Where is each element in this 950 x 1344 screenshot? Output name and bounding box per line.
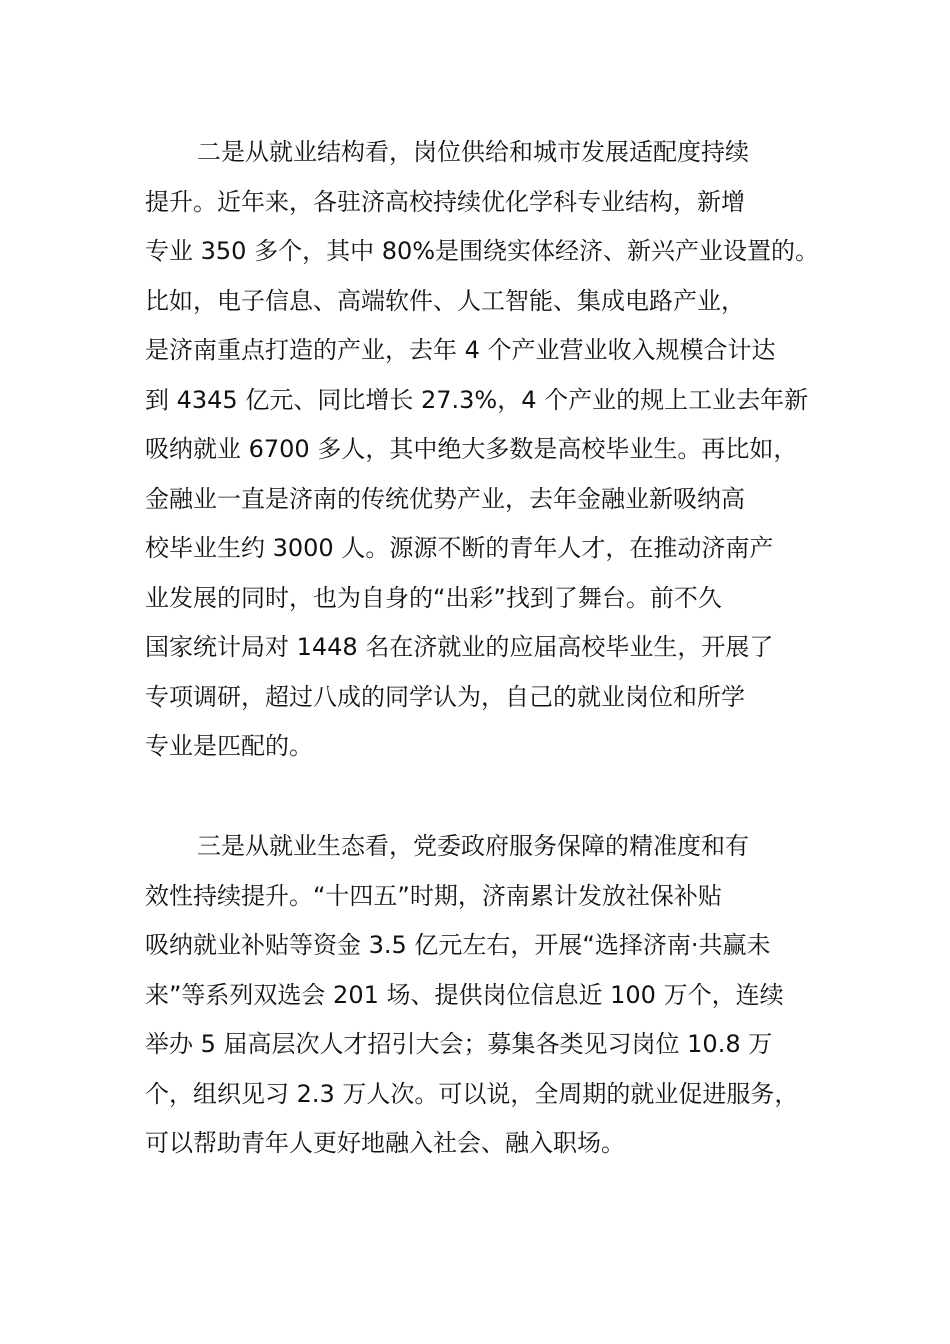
paragraph-line: 提升。近年来，各驻济高校持续优化学科专业结构，新增 [145,187,745,216]
paragraph-line: 金融业一直是济南的传统优势产业，去年金融业新吸纳高 [145,484,745,513]
paragraph-line: 校毕业生约 3000 人。源源不断的青年人才，在推动济南产 [145,534,774,562]
paragraph-employment-ecology [145,822,835,1169]
paragraph-line: 吸纳就业补贴等资金 3.5 亿元左右，开展“选择济南·共赢未 [145,931,771,959]
paragraph-line: 举办 5 届高层次人才招引大会；募集各类见习岗位 10.8 万 [145,1030,773,1058]
paragraph-line: 三是从就业生态看，党委政府服务保障的精准度和有 [197,832,749,860]
paragraph-line: 比如，电子信息、高端软件、人工智能、集成电路产业， [145,286,745,315]
paragraph-line: 专业 350 多个，其中 80%是围绕实体经济、新兴产业设置的。 [145,237,820,265]
paragraph-line: 专业是匹配的。 [145,732,313,760]
paragraph-line: 可以帮助青年人更好地融入社会、融入职场。 [145,1129,625,1157]
paragraph-line: 个，组织见习 2.3 万人次。可以说，全周期的就业促进服务， [145,1079,799,1108]
paragraph-line: 来”等系列双选会 201 场、提供岗位信息近 100 万个，连续 [145,980,784,1009]
paragraph-line: 国家统计局对 1448 名在济就业的应届高校毕业生，开展了 [145,633,774,661]
paragraph-line: 业发展的同时，也为自身的“出彩”找到了舞台。前不久 [145,583,722,612]
paragraph-line: 二是从就业结构看，岗位供给和城市发展适配度持续 [197,138,749,166]
paragraph-employment-structure [145,128,835,772]
paragraph-line: 吸纳就业 6700 多人，其中绝大多数是高校毕业生。再比如， [145,435,798,463]
paragraph-line: 效性持续提升。“十四五”时期，济南累计发放社保补贴 [145,881,722,910]
paragraph-line: 是济南重点打造的产业，去年 4 个产业营业收入规模合计达 [145,336,776,364]
paragraph-line: 专项调研，超过八成的同学认为，自己的就业岗位和所学 [145,682,745,711]
paragraph-line: 到 4345 亿元、同比增长 27.3%，4 个产业的规上工业去年新 [145,385,809,414]
